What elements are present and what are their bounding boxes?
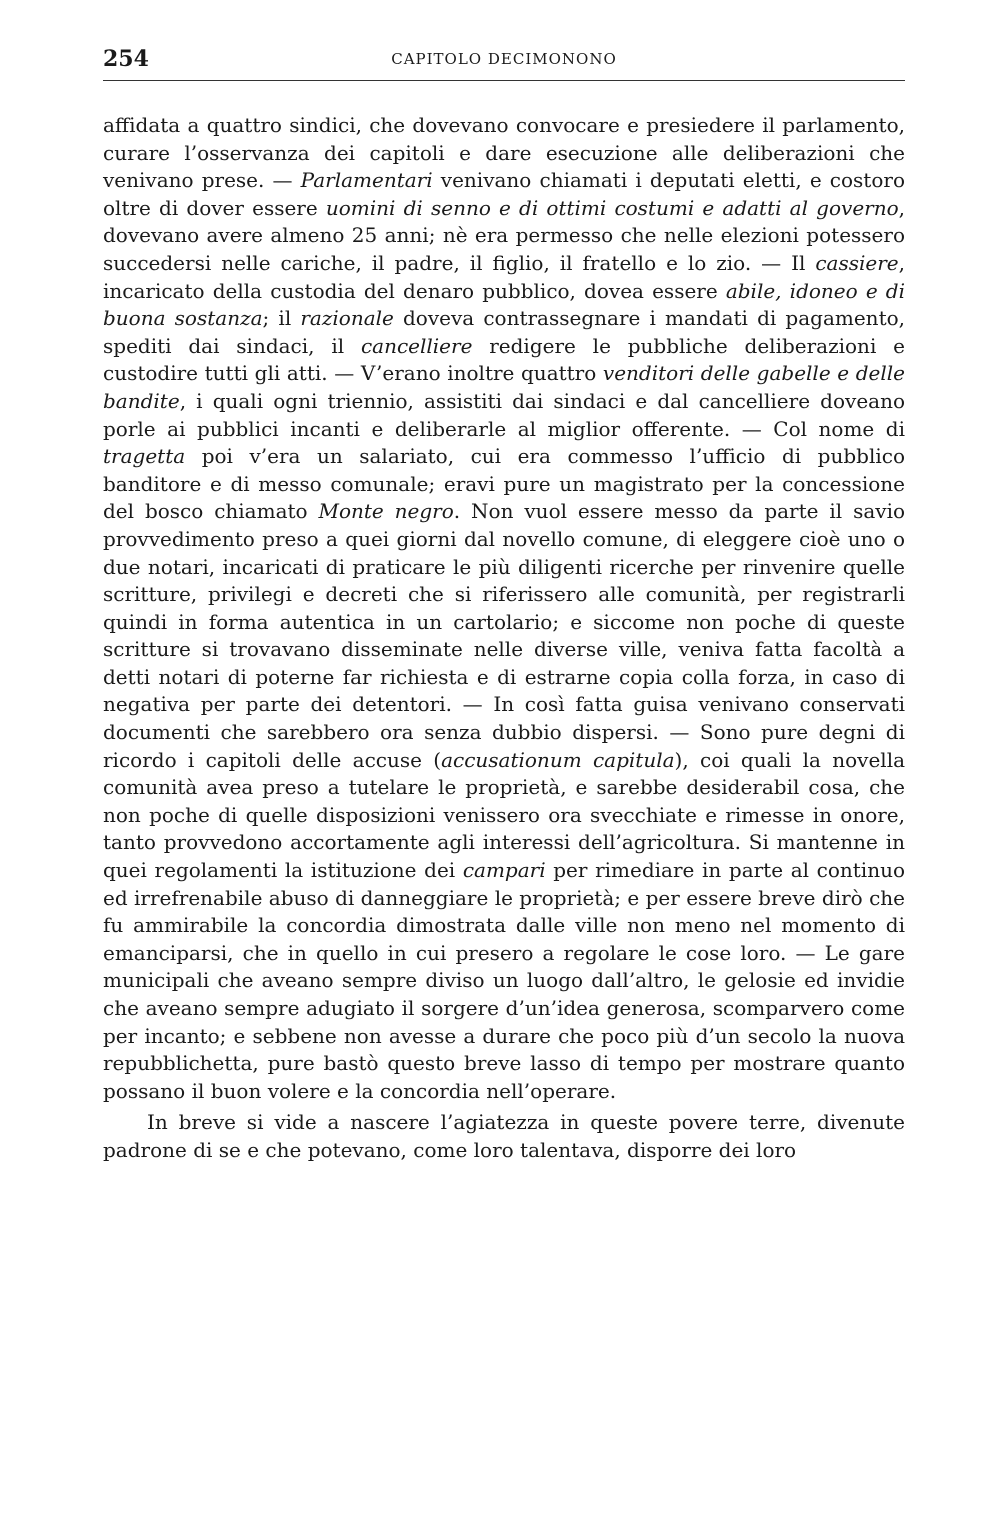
- text-run: ), coi quali la novella comunità avea preso a tutelare le proprietà, e sarebbe desiderabil cosa, che non poche di quelle disposizioni venissero ora svecchiate e rimesse in onore, tanto provvedono accortamente agli interessi dell’agricoltura. Si mantenne in quei regolamenti la istituzione dei: [103, 747, 906, 883]
- italic-term: Parlamentari: [300, 168, 433, 193]
- text-run: poi v’era un salariato, cui era commesso l’ufficio di pubblico banditore e di messo comunale; eravi pure un magistrato per la concessione del bosco chiamato: [103, 444, 905, 524]
- italic-term: uomini di senno e di ottimi costumi e adatti al governo: [325, 195, 899, 220]
- italic-term: tragetta: [103, 444, 186, 469]
- text-run: , incaricato della custodia del denaro pubblico, dovea essere: [103, 250, 905, 303]
- running-head: CAPITOLO DECIMONONO: [391, 50, 617, 68]
- text-run: In breve si vide a nascere l’agiatezza in queste povere terre, divenute padrone di se e che potevano, come loro talentava, disporre dei loro: [103, 1110, 905, 1162]
- page-number: 254: [103, 46, 149, 72]
- italic-term: venditori delle gabelle e delle bandite: [103, 361, 905, 413]
- header-rule: [103, 80, 905, 81]
- text-run: per rimediare in parte al continuo ed irrefrenabile abuso di danneggiare le proprietà; e per essere breve dirò che fu ammirabile la concordia dimostrata dalle ville non meno nel momento di emanciparsi, che in quello in cui presero a regolare le cose loro. — Le gare municipali che aveano sempre diviso un luogo dall’altro, le gelosie ed invidie che aveano sempre adugiato il sorgere d’un’idea generosa, scomparvero come per incanto; e sebbene non avesse a durare che poco più d’un secolo la nuova repubblichetta, pure bastò questo breve lasso di tempo per mostrare quanto possano il buon volere e la concordia nell’operare.: [103, 858, 906, 1103]
- italic-term: razionale: [300, 306, 394, 331]
- text-run: , i quali ogni triennio, assistiti dai sindaci e dal cancelliere doveano porle ai pubblici incanti e deliberarle al miglior offerente. — Col nome di: [103, 388, 905, 441]
- italic-term: Monte negro: [318, 499, 454, 524]
- paragraph: [103, 112, 905, 1105]
- page-header: [103, 46, 905, 78]
- italic-term: cancelliere: [360, 333, 473, 358]
- italic-term: abile, idoneo e di buona sostanza: [103, 278, 905, 331]
- text-run: affidata a quattro sindici, che dovevano convocare e presiedere il parlamento, curare l’osservanza dei capitoli e dare esecuzione alle deliberazioni che venivano prese. —: [103, 113, 905, 193]
- text-run: redigere le pubbliche deliberazioni e custodire tutti gli atti. — V’erano inoltre quattro: [103, 333, 905, 386]
- text-run: venivano chiamati i deputati eletti, e costoro oltre di dover essere: [103, 168, 905, 220]
- italic-term: campari: [462, 858, 546, 883]
- italic-term: accusationum capitula: [441, 747, 675, 772]
- text-run: , dovevano avere almeno 25 anni; nè era permesso che nelle elezioni potessero succedersi nelle cariche, il padre, il figlio, il fratello e lo zio. — Il: [103, 195, 905, 275]
- paragraph: [103, 1109, 905, 1164]
- text-run: . Non vuol essere messo da parte il savio provvedimento preso a quei giorni dal novello comune, di eleggere cioè uno o due notari, incaricati di praticare le più diligenti ricerche per rinvenire quelle scritture, privilegi e decreti che si riferissero alle comunità, per registrarli quindi in forma autentica in un cartolario; e siccome non poche di queste scritture si trovavano disseminate nelle diverse ville, veniva fatta facoltà a detti notari di poterne far richiesta e di estrarne copia colla forza, in caso di negativa per parte dei detentori. — In così fatta guisa venivano conservati documenti che sarebbero ora senza dubbio dispersi. — Sono pure degni di ricordo i capitoli delle accuse (: [103, 499, 906, 772]
- body-text: [103, 112, 905, 1165]
- text-run: doveva contrassegnare i mandati di pagamento, spediti dai sindaci, il: [103, 306, 905, 358]
- text-run: ; il: [262, 306, 301, 331]
- italic-term: cassiere: [815, 250, 899, 275]
